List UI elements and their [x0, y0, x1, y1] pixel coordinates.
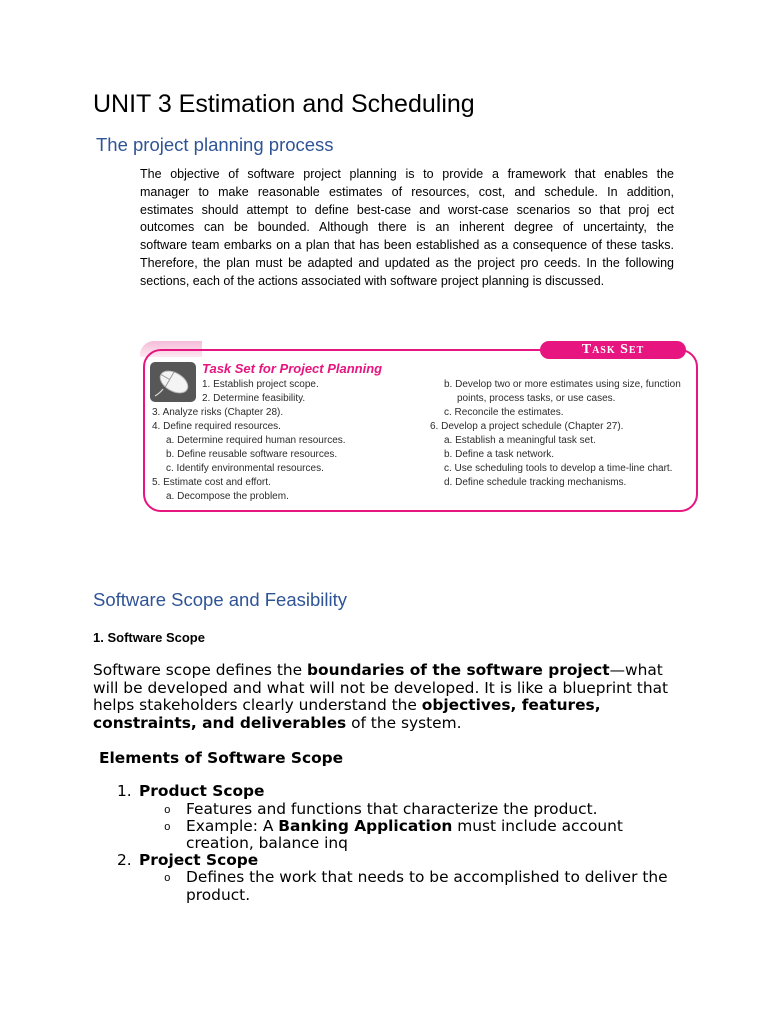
list-item-label: Product Scope: [139, 782, 265, 801]
section-heading-planning: The project planning process: [96, 134, 334, 155]
section-heading-scope: Software Scope and Feasibility: [93, 589, 347, 610]
task-item: 6. Develop a project schedule (Chapter 27).: [430, 421, 624, 432]
sub-list-text: [186, 835, 348, 852]
task-subitem: b. Develop two or more estimates using size, function: [444, 379, 681, 390]
text-run: —what: [609, 661, 663, 679]
text-run: will be developed and what will not be developed. It is like a blueprint that: [93, 678, 669, 697]
sub-list-continuation: [93, 887, 733, 904]
text-run: helps stakeholders clearly understand the: [93, 696, 422, 715]
planning-paragraph: [140, 166, 674, 291]
scope-intro-paragraph: [93, 662, 668, 733]
task-subitem: c. Reconcile the estimates.: [444, 407, 564, 418]
list-item-label: Project Scope: [139, 851, 259, 870]
task-item: 4. Define required resources.: [152, 421, 281, 432]
task-subitem: c. Use scheduling tools to develop a time-line chart.: [444, 463, 673, 474]
task-subitem: b. Define reusable software resources.: [166, 449, 338, 460]
list-item-product-scope: [93, 783, 733, 800]
emphasis-run: objectives, features,: [421, 696, 601, 715]
sub-list-text: [186, 887, 250, 904]
emphasis-run: Banking Application: [278, 816, 453, 835]
task-subitem: b. Define a task network.: [444, 449, 555, 460]
document-title: UNIT 3 Estimation and Scheduling: [93, 90, 475, 118]
bullet-marker: o: [164, 804, 171, 817]
paragraph-line: manager to make reasonable estimates of resources, cost, and schedule. In addition,: [140, 184, 674, 199]
task-set-right-column: [430, 378, 681, 490]
text-run: product.: [186, 885, 251, 904]
task-subitem-continuation: points, process tasks, or use cases.: [457, 393, 616, 404]
text-run: creation, balance inq: [186, 833, 348, 852]
text-run: Features and functions that characterize the product.: [186, 799, 598, 818]
paragraph-line: estimates should attempt to define best-case and worst-case scenarios so that proj ect: [140, 202, 674, 217]
emphasis-run: constraints, and deliverables: [93, 714, 347, 733]
elements-list: [93, 783, 733, 903]
task-set-box: [140, 340, 700, 516]
bullet-marker: o: [164, 821, 171, 834]
task-set-left-column: [152, 378, 346, 504]
sub-list-text: [186, 818, 623, 835]
sub-list-item: [93, 869, 733, 886]
paragraph-line: [93, 715, 668, 733]
paragraph-line: [93, 697, 668, 715]
subheading-software-scope: 1. Software Scope: [93, 630, 205, 645]
text-run: must include account: [452, 816, 623, 835]
sub-list-item: [93, 801, 733, 818]
list-number: 1.: [117, 782, 132, 801]
paragraph-line: software team embarks on a plan that has been established as a consequence of these tasks.: [140, 238, 674, 253]
text-run: of the system.: [346, 714, 462, 733]
task-subitem: a. Determine required human resources.: [166, 435, 346, 446]
task-item: 3. Analyze risks (Chapter 28).: [152, 407, 284, 418]
emphasis-run: boundaries of the software project: [306, 661, 610, 679]
task-set-tag: Task Set: [540, 341, 686, 359]
sub-list-text: [186, 801, 598, 818]
paragraph-line: outcomes can be bounded. Although there is an inherent degree of uncertainty, the: [140, 220, 674, 235]
elements-heading: Elements of Software Scope: [99, 749, 344, 767]
list-item-project-scope: [93, 852, 733, 869]
bullet-marker: o: [164, 873, 171, 886]
sub-list-item: [93, 818, 733, 835]
paragraph-line: [93, 662, 668, 680]
text-run: Software scope defines the: [93, 661, 307, 679]
sub-list-continuation: [93, 835, 733, 852]
text-run: Example: A: [186, 816, 279, 835]
task-item: 5. Estimate cost and effort.: [152, 477, 271, 488]
task-set-title: Task Set for Project Planning: [202, 361, 383, 376]
text-run: Defines the work that needs to be accomplished to deliver the: [186, 868, 668, 887]
sub-list-text: [186, 869, 668, 886]
task-item: 2. Determine feasibility.: [202, 393, 306, 404]
task-subitem: a. Establish a meaningful task set.: [444, 435, 596, 446]
task-item: 1. Establish project scope.: [202, 379, 319, 390]
task-subitem: c. Identify environmental resources.: [166, 463, 324, 474]
paragraph-line: sections, each of the actions associated with software project planning is discussed.: [140, 273, 605, 288]
paragraph-line: Therefore, the plan must be adapted and updated as the project pro ceeds. In the following: [140, 255, 674, 270]
task-subitem: d. Define schedule tracking mechanisms.: [444, 477, 627, 488]
task-subitem: a. Decompose the problem.: [166, 491, 289, 502]
paragraph-line: The objective of software project planning is to provide a framework that enables the: [140, 167, 674, 181]
list-number: 2.: [117, 851, 132, 870]
paragraph-line: [93, 680, 668, 698]
